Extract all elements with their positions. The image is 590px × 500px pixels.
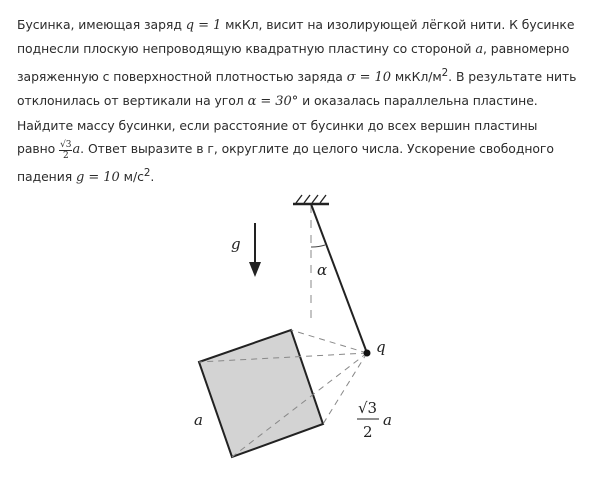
ceiling-support [293,195,329,204]
fraction-denominator: 2 [62,151,69,162]
gravity-label: g [231,235,241,253]
gravity-arrow [249,223,261,277]
side-symbol: a [72,142,81,158]
distance-denominator: 2 [363,423,373,441]
gravity-formula: g = 10 [76,169,120,185]
distance-label [357,399,392,441]
fraction-numerator: √3 [60,140,72,151]
side-label: a [194,411,203,429]
charge-formula: q = 1 [185,18,222,33]
distance-numerator: √3 [358,399,378,417]
charge-label: q [376,338,386,356]
alpha-formula: α = 30° [247,94,299,110]
text-part: мкКл/м [390,68,442,84]
text-part: мкКл, висит на изолирующей лёгкой нити. К бусинке поднесли плоскую непроводящую квадратную пластину со стороной [17,17,575,57]
text-part: , равномерно заряженную с поверхностной плотностью заряда [17,41,570,84]
distance-a: a [383,411,392,429]
text-part: м/с [119,168,144,184]
text-part: . Ответ выразите в г, округлите до целого числа. Ускорение свободного падения [17,141,554,184]
text-part: и оказалась параллельна пластине. Найдите массу бусинки, если расстояние от бусинки до всех вершин пластины равно [17,93,538,157]
superscript: 2 [441,66,449,79]
text-part: . [150,168,155,184]
superscript: 2 [143,166,151,179]
square-plate [199,330,323,457]
sigma-formula: σ = 10 [346,69,391,85]
alpha-label: α [317,261,328,279]
bead [364,350,371,357]
side-symbol: a [475,42,484,58]
text-part: Бусинка, имеющая заряд [17,17,186,32]
text-part: . В результате нить отклонилась от вертикали на угол [17,68,577,109]
angle-arc [311,245,325,247]
